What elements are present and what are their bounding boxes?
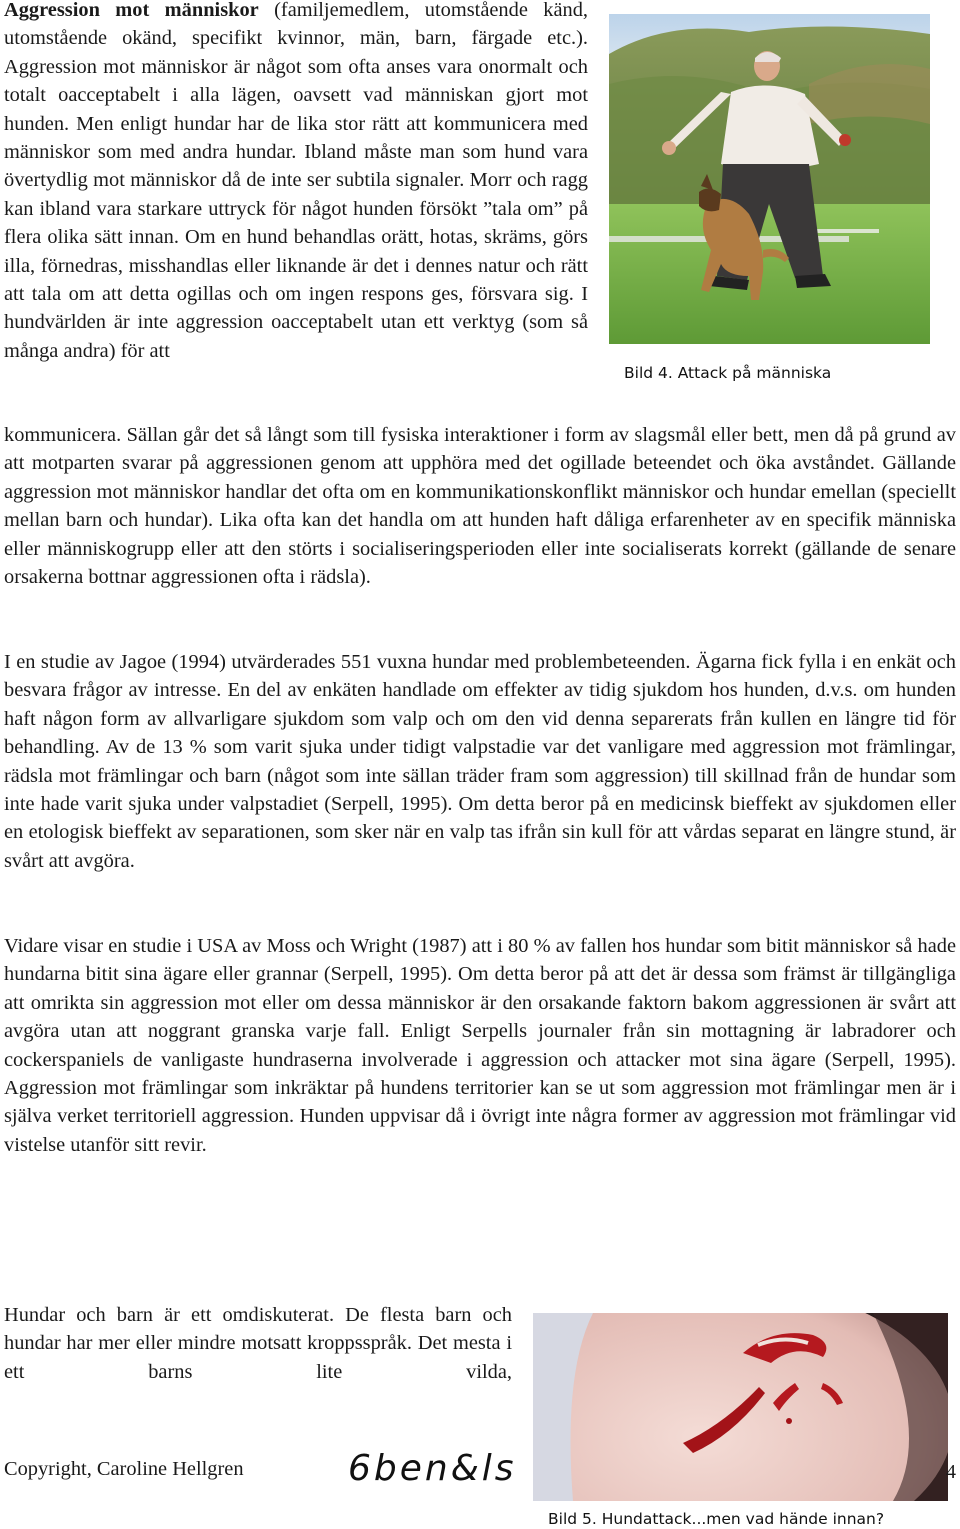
dog-attack-illustration: [609, 14, 930, 344]
intro-paragraph: [4, 0, 588, 365]
figure-4-caption: Bild 4. Attack på människa: [624, 364, 832, 382]
paragraph-jagoe-study: I en studie av Jagoe (1994) utvärderades 551 vuxna hundar med problembeteenden. Ägarna fick fylla i en enkät och besvara frågor av intresse. En del av enkäten handlade om effekter av tidig sjukdom hos hunden, d.v.s. om hunden haft någon form av allvarligare sjukdom som valp och om den vid denna separerats från kullen en längre tid för behandling. Av de 13 % som varit sjuka under tidigt valpstadie var det vanligare med aggression mot främlingar, rädsla mot främlingar och barn (något som inte sällan träder fram som aggression) till skillnad från de hundar som inte hade varit sjuka under valpstadiet (Serpell, 1995). Om detta beror på en medicinsk bieffekt av sjukdomen eller en etologisk bieffekt av separationen, som sker när en valp tas ifrån sin kull för att vårdas separat en längre stund, är svårt att avgöra.: [4, 651, 956, 872]
page-number: 4: [946, 1461, 956, 1483]
section-heading: Aggression mot människor: [4, 0, 259, 21]
handwritten-signature: 6ben&ls: [348, 1448, 517, 1489]
footer-copyright: Copyright, Caroline Hellgren: [4, 1458, 244, 1480]
figure-dog-attack-photo: [609, 14, 930, 344]
paragraph-moss-wright-study: Vidare visar en studie i USA av Moss och Wright (1987) att i 80 % av fallen hos hundar som bitit människor så hade hundarna bitit sina ägare eller grannar (Serpell, 1995). Om detta beror på att det är dessa som främst är tillgängliga att omrikta sin aggression mot eller om dessa människor är den orsakande faktorn bakom aggressionen är svårt att avgöra utan att noggrant granska varje fall. Enligt Serpells journaler från sin mottagning är labradorer och cockerspaniels de vanligaste hundraserna involverade i aggression och attacker mot sina ägare (Serpell, 1995). Aggression mot främlingar som inkräktar på hundens territorier kan se ut som aggression mot främlingar men är i själva verket territoriell aggression. Hunden uppvisar då i övrigt inte några former av aggression mot främlingar vid vistelse utanför sitt revir.: [4, 935, 956, 1156]
figure-bite-wound-photo: [533, 1313, 948, 1501]
paragraph-dogs-and-children: Hundar och barn är ett omdiskuterat. De flesta barn och hundar har mer eller mindre motsatt kroppsspråk. Det mesta i ett barns lite vilda,: [4, 1304, 512, 1383]
figure-5-caption: Bild 5. Hundattack...men vad hände innan?: [548, 1510, 885, 1528]
bite-wound-illustration: [533, 1313, 948, 1501]
intro-text: (familjemedlem, utomstående känd, utomstående okänd, specifikt kvinnor, män, barn, färgade etc.). Aggression mot människor är något som ofta anses vara onormalt och totalt oacceptabelt i alla lägen, oavsett vad människan gjort mot hunden. Men enligt hundar har de lika stor rätt att kommunicera med människor som med andra hundar. Ibland måste man som hund vara övertydlig mot människor då de inte ser subtila signaler. Morr och ragg kan ibland vara starkare uttryck för något hunden försökt ”tala om” på flera olika sätt innan. Om en hund behandlas orätt, hotas, skräms, görs illa, förnedras, misshandlas eller liknande är det i dennes natur och rätt att tala om att detta ogillas och om ingen respons ges, försvara sig. I hundvärlden är inte aggression oacceptabelt utan ett verktyg (som så många andra) för att: [4, 0, 588, 362]
intro-paragraph-continued: kommunicera. Sällan går det så långt som till fysiska interaktioner i form av slagsmål eller bett, men då på grund av att motparten svarar på aggressionen genom att upphöra med det ogillade beteendet och öka avståndet. Gällande aggression mot människor handlar det ofta om en kommunikationskonflikt människor och hundar emellan (speciellt mellan barn och hundar). Lika ofta kan det handla om att hunden haft dåliga erfarenheter av en specifik människa eller människogrupp eller att den störts i socialiseringsperioden eller inte socialiserats korrekt (gällande de senare orsakerna bottnar aggressionen ofta i rädsla).: [4, 424, 956, 589]
